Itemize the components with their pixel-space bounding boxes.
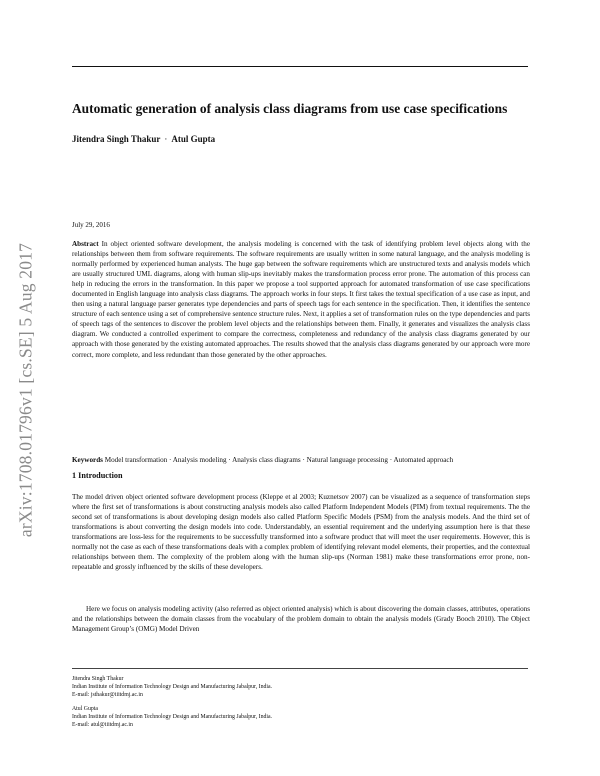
author-line (72, 134, 215, 144)
abstract-text: In object oriented software development, the analysis modeling is concerned with the task of identifying problem level objects along with the relationships between them from software requirements. The software requirements are usually written in some natural language, and the analysis modeling is normally performed by experienced human analysts. The huge gap between the software requirements which are unstructured texts and analysis models which are usually structured UML diagrams, along with human slip-ups inevitably makes the transformation process error prone. The automation of this process can help in reducing the errors in the transformation. In this paper we propose a tool supported approach for automated transformation of use case specifications documented in English language into analysis class diagrams. The approach works in four steps. It first takes the textual specification of a use case as input, and then using a natural language parser generates type dependencies and parts of speech tags for each sentence in the specification. Then, it identifies the sentence structure of each sentence using a set of comprehensive sentence structure rules. Next, it applies a set of transformation rules on the type dependencies and parts of speech tags of the sentences to discover the problem level objects and the relationships between them. Finally, it generates and visualizes the analysis class diagram. We conducted a controlled experiment to compare the correctness, completeness and redundancy of the analysis class diagrams generated by our approach with those generated by the existing automated approaches. The results showed that the analysis class diagrams generated by our approach were more correct, more complete, and less redundant than those generated by the other approaches. (72, 240, 530, 359)
affiliation-2-email: E-mail: atul@iiitdmj.ac.in (72, 722, 133, 729)
keywords (72, 455, 530, 465)
affiliation-2-name: Atul Gupta (72, 706, 98, 712)
arxiv-stamp (12, 200, 40, 580)
author-separator: · (164, 134, 168, 144)
top-rule (72, 66, 528, 67)
paper-title: Automatic generation of analysis class diagrams from use case specifications (72, 101, 508, 116)
section-heading-introduction: 1 Introduction (72, 471, 123, 480)
arxiv-stamp-text: arXiv:1708.01796v1 [cs.SE] 5 Aug 2017 (15, 242, 36, 538)
author-first: Jitendra Singh Thakur (72, 134, 161, 144)
author-second: Atul Gupta (171, 134, 216, 144)
keywords-text: Model transformation · Analysis modeling · Analysis class diagrams · Natural language processing · Automated approach (104, 456, 454, 464)
affiliation-2 (72, 705, 272, 729)
footnote-rule (72, 668, 528, 669)
affiliation-1 (72, 675, 272, 699)
abstract-label: Abstract (72, 240, 99, 248)
affiliation-1-institute: Indian Institute of Information Technology Design and Manufacturing Jabalpur, India. (72, 684, 273, 691)
affiliation-2-institute: Indian Institute of Information Technology Design and Manufacturing Jabalpur, India. (72, 714, 273, 721)
affiliation-1-email: E-mail: jsthakur@iiitdmj.ac.in (72, 692, 143, 699)
abstract (72, 239, 530, 360)
keywords-label: Keywords (72, 456, 103, 464)
intro-paragraph-2: Here we focus on analysis modeling activity (also referred as object oriented analysis) which is about discovering the domain classes, attributes, operations and the relationships between the domain classes from the vocabulary of the problem domain to obtain the analysis models (Grady Booch 2010). The Object Management Group’s (OMG) Model Driven (72, 605, 530, 634)
paper-date: July 29, 2016 (72, 221, 110, 229)
intro-paragraph-1: The model driven object oriented software development process (Kleppe et al 2003; Kuznetsov 2007) can be visualized as a sequence of transformation steps where the first set of transformations is about constructing analysis models also called Platform Independent Models (PIM) from textual requirements. The the second set of transformations is about developing design models also called Platform Specific Models (PSM) from the analysis models. And the third set of transformations is about converting the design models into code. Understandably, an essential requirement and the underlying assumption here is that these transformations are loss-less for the requirements to be successfully transformed into a software product that will meet the user requirements. However, this is normally not the case as each of these transformations deals with a complex problem of identifying relevant model elements, their properties, and the contextual relationships between them. The complexity of the problem along with the human slip-ups (Norman 1981) make these transformations error prone, non-repeatable and grossly influenced by the skills of these developers. (72, 493, 530, 572)
affiliation-1-name: Jitendra Singh Thakur (72, 676, 124, 682)
